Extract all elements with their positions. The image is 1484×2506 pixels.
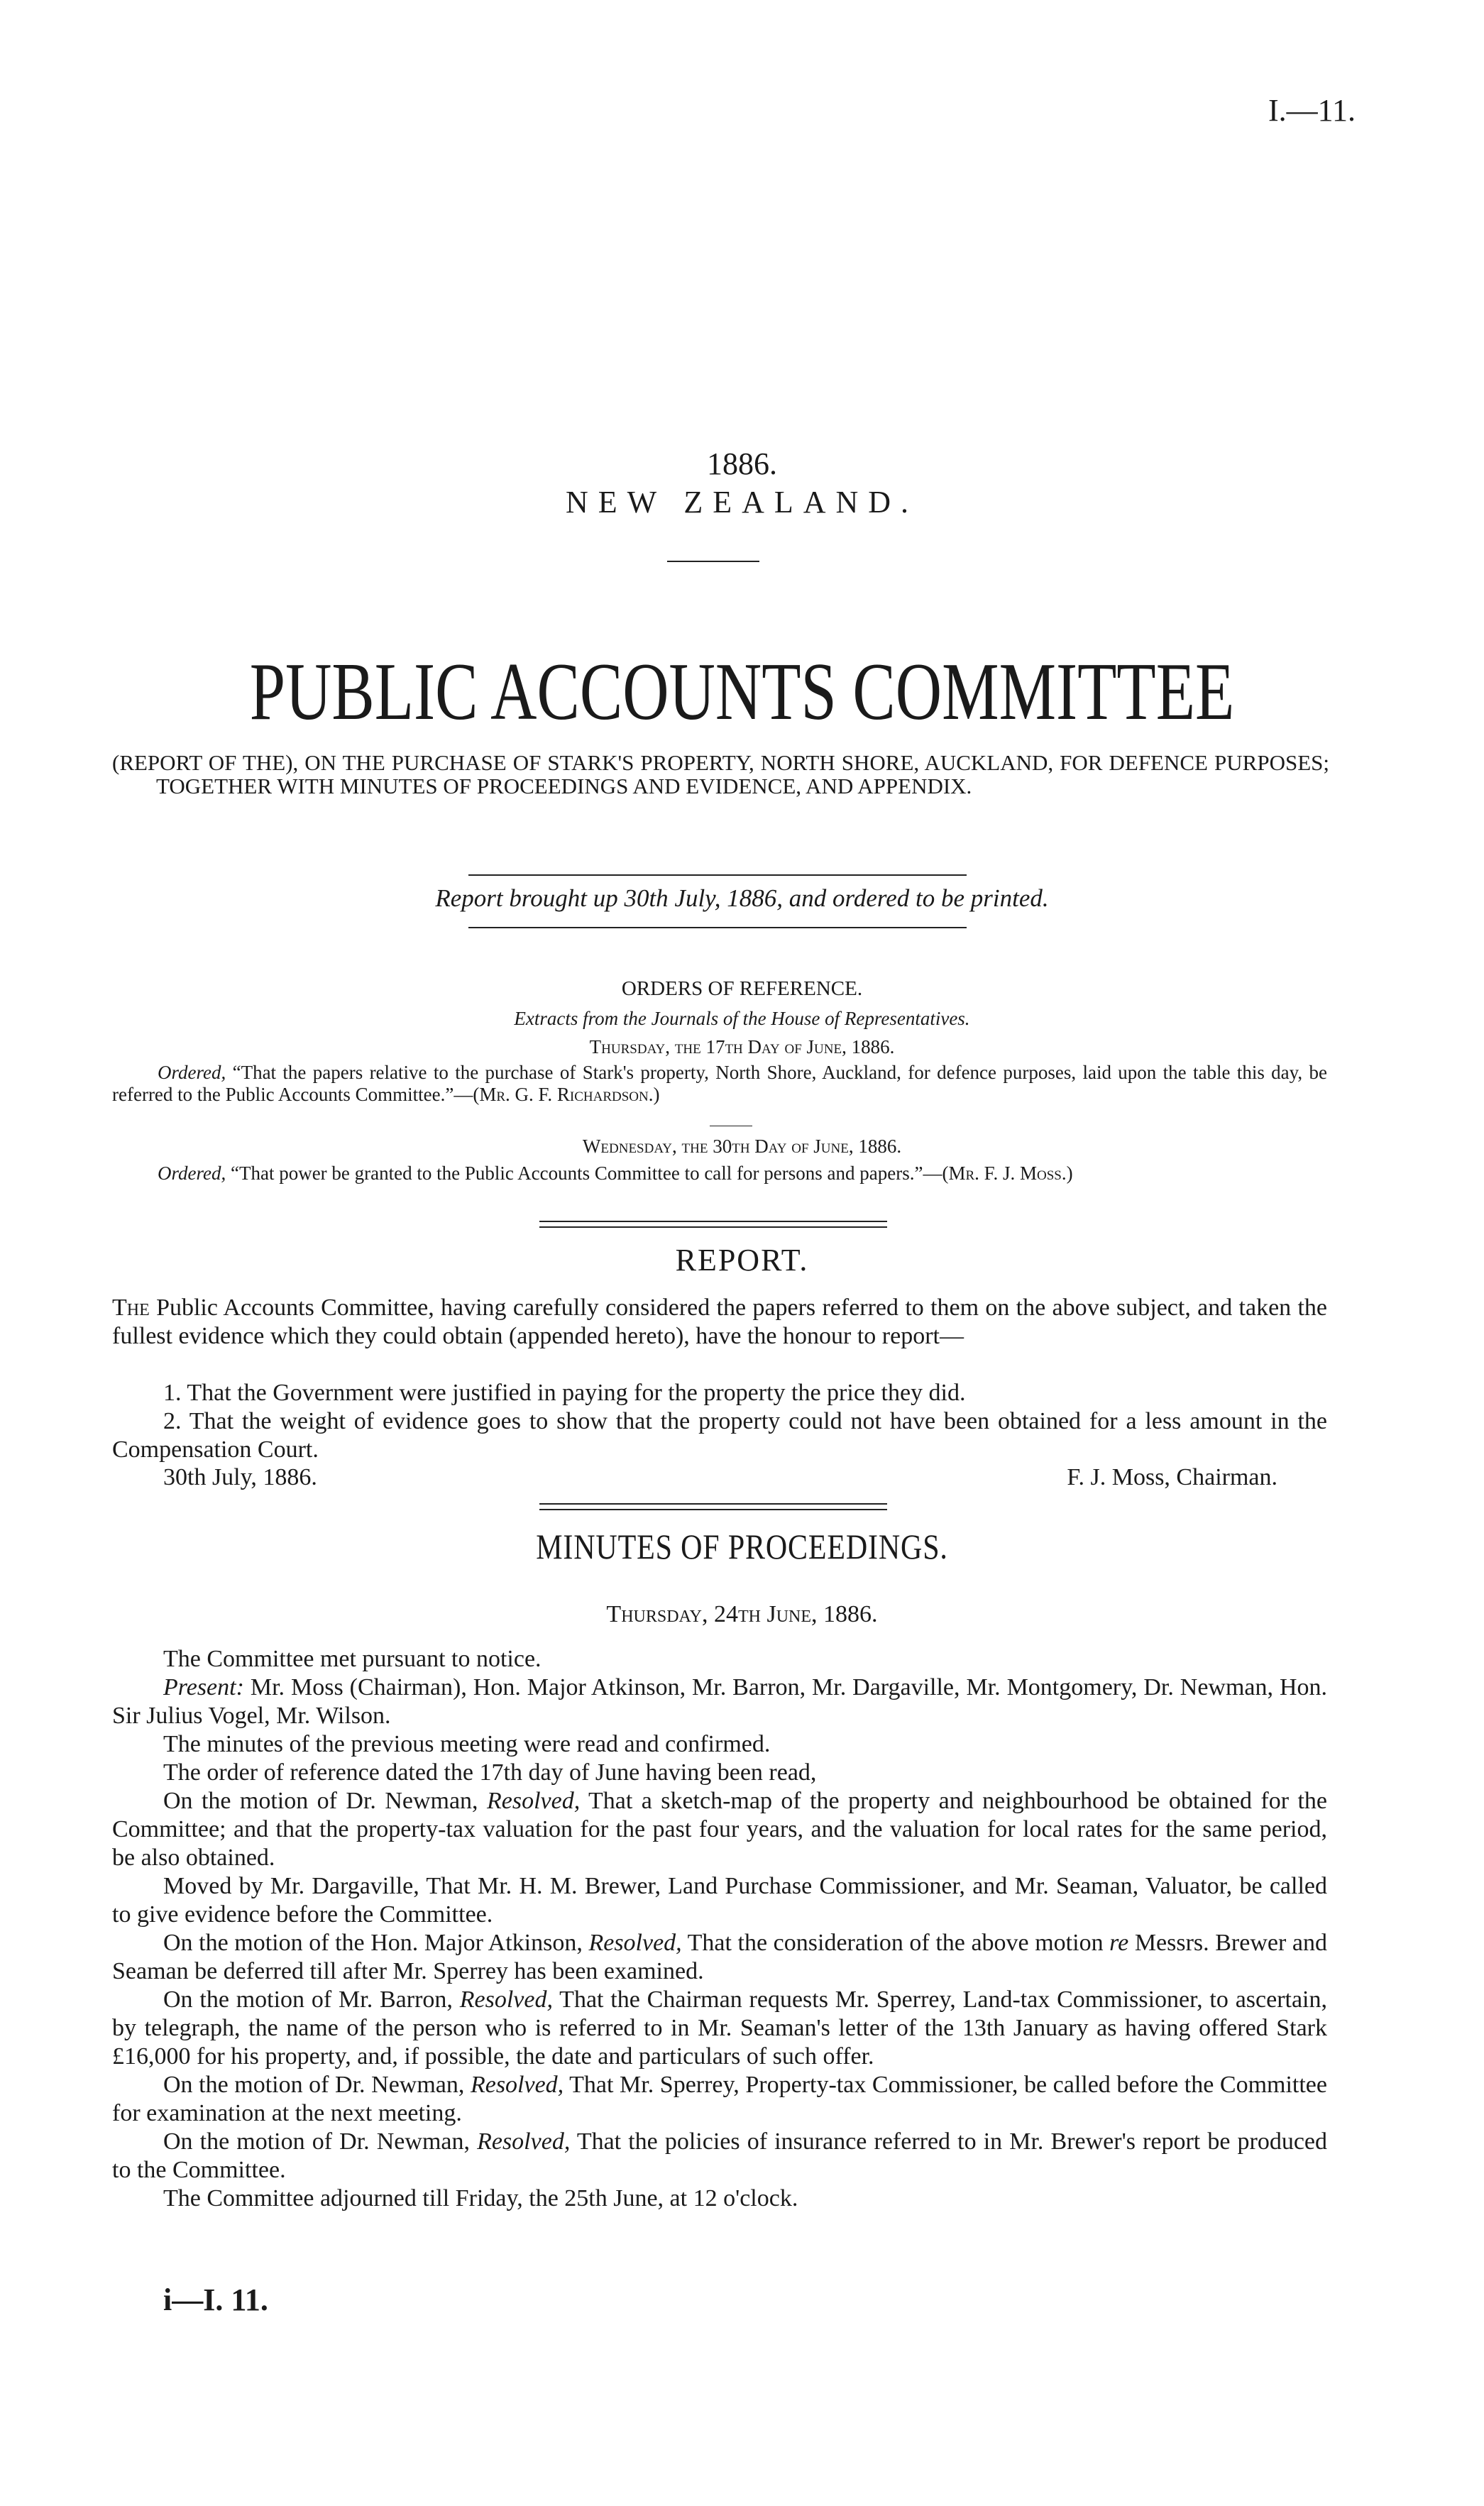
motion-text: That the policies of insurance referred to in Mr. Brewer's report be produced to the Committee. xyxy=(112,2128,1328,2183)
minutes-p1 xyxy=(112,1645,1327,1674)
report-item-1-text: 1. That the Government were justified in paying for the property the price they did. xyxy=(163,1380,966,1406)
minutes-p9 xyxy=(112,2071,1327,2128)
divider xyxy=(468,927,967,928)
minutes-p4-text: The order of reference dated the 17th day of June having been read, xyxy=(163,1759,817,1786)
double-divider xyxy=(539,1503,887,1510)
minutes-p11 xyxy=(112,2184,1327,2213)
page-identifier: I.—11. xyxy=(1268,93,1356,128)
minutes-paragraphs xyxy=(112,1645,1327,2213)
resolved-label: Resolved, xyxy=(470,2072,564,2098)
orders-date-2: Wednesday, the 30th Day of June, 1886. xyxy=(582,1136,902,1157)
document-subtitle: (REPORT OF THE), ON THE PURCHASE OF STARK'S PROPERTY, NORTH SHORE, AUCKLAND, FOR DEFENCE PURPOSES; TOGETHER WITH MINUTES OF PROCEEDINGS AND EVIDENCE, AND APPENDIX. xyxy=(112,750,1329,798)
motion-lead: On the motion of Dr. Newman, xyxy=(163,2128,470,2155)
minutes-heading: MINUTES OF PROCEEDINGS. xyxy=(536,1527,948,1566)
re-label: re xyxy=(1109,1930,1129,1956)
year: 1886. xyxy=(707,446,777,481)
resolved-label: Resolved, xyxy=(477,2128,571,2155)
ordered-label: Ordered, xyxy=(158,1163,226,1184)
report-signature: F. J. Moss, Chairman. xyxy=(1067,1464,1277,1490)
report-item-1 xyxy=(112,1379,1327,1407)
resolved-label: Resolved, xyxy=(459,1986,553,2013)
order-2-text: “That power be granted to the Public Accounts Committee to call for persons and papers.”— xyxy=(230,1163,942,1184)
minutes-p3-text: The minutes of the previous meeting were read and confirmed. xyxy=(163,1731,771,1757)
ordered-label: Ordered, xyxy=(158,1062,226,1083)
order-2-mover: (Mr. F. J. Moss.) xyxy=(942,1163,1073,1184)
resolved-label: Resolved, xyxy=(486,1788,581,1814)
minutes-p4 xyxy=(112,1759,1327,1787)
double-divider xyxy=(539,1221,887,1228)
order-2 xyxy=(112,1163,1327,1185)
present-label: Present: xyxy=(163,1674,244,1700)
report-intro-text: Public Accounts Committee, having carefully considered the papers referred to them on the above subject, and taken the fullest evidence which they could obtain (appended hereto), have the honour to report— xyxy=(112,1295,1328,1349)
minutes-p5 xyxy=(112,1787,1327,1872)
motion-text: That a sketch-map of the property and neighbourhood be obtained for the Committee; and that the property-tax valuation for the past four years, and the valuation for local rates for the same period, be also obtained. xyxy=(112,1788,1328,1871)
motion-lead: On the motion of Mr. Barron, xyxy=(163,1986,453,2013)
report-intro xyxy=(112,1294,1327,1351)
minutes-p3 xyxy=(112,1730,1327,1759)
report-heading: REPORT. xyxy=(675,1243,809,1277)
order-1-mover: (Mr. G. F. Richardson.) xyxy=(473,1084,660,1105)
document-title: PUBLIC ACCOUNTS COMMITTEE xyxy=(249,647,1235,737)
motion-text: That the Chairman requests Mr. Sperrey, Land-tax Commissioner, to ascertain, by telegraph, the name of the person who is referred to in Mr. Seaman's letter of the 13th January as having offered Stark £16,000 for his property, and, if possible, the date and particulars of such offer. xyxy=(112,1986,1327,2070)
minutes-date: Thursday, 24th June, 1886. xyxy=(606,1601,878,1627)
country: NEW ZEALAND. xyxy=(565,485,919,520)
motion-lead: On the motion of the Hon. Major Atkinson, xyxy=(163,1930,583,1956)
present-text: Mr. Moss (Chairman), Hon. Major Atkinson, Mr. Barron, Mr. Dargaville, Mr. Montgomery, Dr. Newman, Hon. Sir Julius Vogel, Mr. Wilson. xyxy=(112,1674,1328,1729)
report-intro-lead: The xyxy=(112,1295,150,1321)
minutes-p1-text: The Committee met pursuant to notice. xyxy=(163,1646,542,1672)
minutes-present xyxy=(112,1674,1327,1730)
report-brought-note: Report brought up 30th July, 1886, and ordered to be printed. xyxy=(435,884,1049,912)
minutes-p6 xyxy=(112,1872,1327,1929)
minutes-p10 xyxy=(112,2128,1327,2184)
orders-extracts: Extracts from the Journals of the House of Representatives. xyxy=(514,1008,970,1029)
motion-lead: On the motion of Dr. Newman, xyxy=(163,1788,478,1814)
order-1-text: “That the papers relative to the purchase of Stark's property, North Shore, Auckland, for defence purposes, laid upon the table this day, be referred to the Public Accounts Committee.”— xyxy=(112,1062,1327,1105)
minutes-p8 xyxy=(112,1986,1327,2071)
motion-text: That the consideration of the above motion xyxy=(687,1930,1104,1956)
report-item-2 xyxy=(112,1407,1327,1464)
report-date: 30th July, 1886. xyxy=(163,1464,317,1490)
divider xyxy=(667,561,759,562)
report-item-2-text: 2. That the weight of evidence goes to show that the property could not have been obtained for a less amount in the Compensation Court. xyxy=(112,1408,1327,1463)
resolved-label: Resolved, xyxy=(588,1930,682,1956)
minutes-p11-text: The Committee adjourned till Friday, the 25th June, at 12 o'clock. xyxy=(163,2185,798,2211)
motion-text-cont: Messrs. Brewer and Seaman be deferred till after Mr. Sperrey has been examined. xyxy=(112,1930,1327,1984)
minutes-p7 xyxy=(112,1929,1327,1986)
footer-identifier: i—I. 11. xyxy=(163,2282,268,2317)
motion-text: That Mr. Sperrey, Property-tax Commissioner, be called before the Committee for examination at the next meeting. xyxy=(112,2072,1327,2126)
divider xyxy=(468,874,967,876)
order-1 xyxy=(112,1062,1327,1106)
orders-heading: ORDERS OF REFERENCE. xyxy=(621,977,863,1000)
orders-date-1: Thursday, the 17th Day of June, 1886. xyxy=(589,1036,895,1057)
minutes-p6-text: Moved by Mr. Dargaville, That Mr. H. M. Brewer, Land Purchase Commissioner, and Mr. Seaman, Valuator, be called to give evidence before the Committee. xyxy=(112,1873,1327,1928)
motion-lead: On the motion of Dr. Newman, xyxy=(163,2072,465,2098)
